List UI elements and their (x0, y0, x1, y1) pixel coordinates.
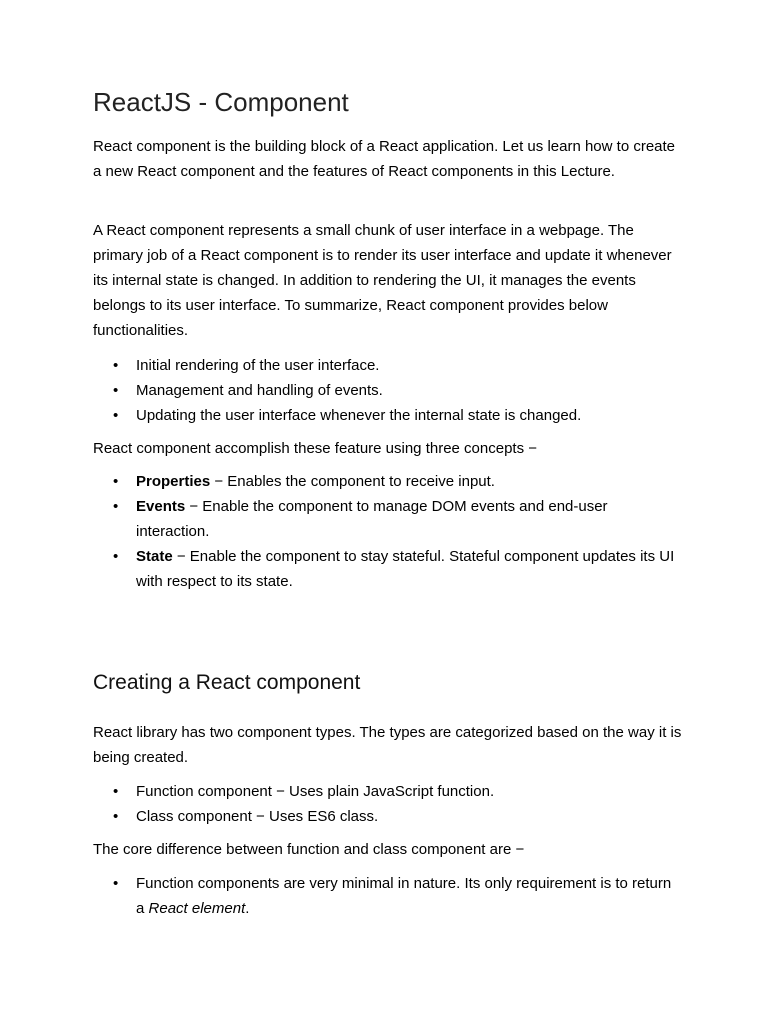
list-item-state (93, 544, 683, 594)
section-paragraph: React library has two component types. The types are categorized based on the way it is being created. (93, 724, 682, 766)
item-text: Function components are very minimal in nature. Its only requirement is to return a (136, 875, 672, 917)
difference-intro: The core difference between function and class component are − (93, 841, 525, 858)
concept-term: State (136, 548, 173, 565)
concept-term: Properties (136, 473, 211, 490)
list-item: • Function component − Uses plain JavaScript function. (93, 779, 683, 804)
emphasis-text: React element (148, 900, 246, 917)
page-title: ReactJS - Component (93, 87, 349, 117)
concepts-intro: React component accomplish these feature using three concepts − (93, 440, 538, 457)
concept-desc: − Enable the component to stay stateful. Stateful component updates its UI with respect to its state. (136, 548, 675, 590)
item-text-end: . (245, 900, 250, 917)
functionalities-list (93, 353, 683, 428)
intro-paragraph-1: React component is the building block of a React application. Let us learn how to create a new React component and the features of React components in this Lecture. (93, 138, 676, 180)
list-item: • Management and handling of events. (93, 378, 683, 403)
list-item: • Initial rendering of the user interface. (93, 353, 683, 378)
list-item-events (93, 494, 683, 544)
concept-desc: − Enables the component to receive input. (210, 473, 495, 490)
concept-term: Events (136, 498, 186, 515)
list-item (93, 871, 683, 921)
concepts-list (93, 469, 683, 594)
list-item-properties (93, 469, 683, 494)
section-heading: Creating a React component (93, 671, 361, 694)
intro-paragraph-2: A React component represents a small chunk of user interface in a webpage. The primary job of a React component is to render its user interface and update it whenever its internal state is changed. In addition to rendering the UI, it manages the events belongs to its user interface. To summarize, React component provides below functionalities. (93, 222, 672, 339)
list-item: • Updating the user interface whenever the internal state is changed. (93, 403, 683, 428)
concept-desc: − Enable the component to manage DOM events and end-user interaction. (136, 498, 608, 540)
list-item: • Class component − Uses ES6 class. (93, 804, 683, 829)
differences-list (93, 871, 683, 921)
types-list (93, 779, 683, 829)
